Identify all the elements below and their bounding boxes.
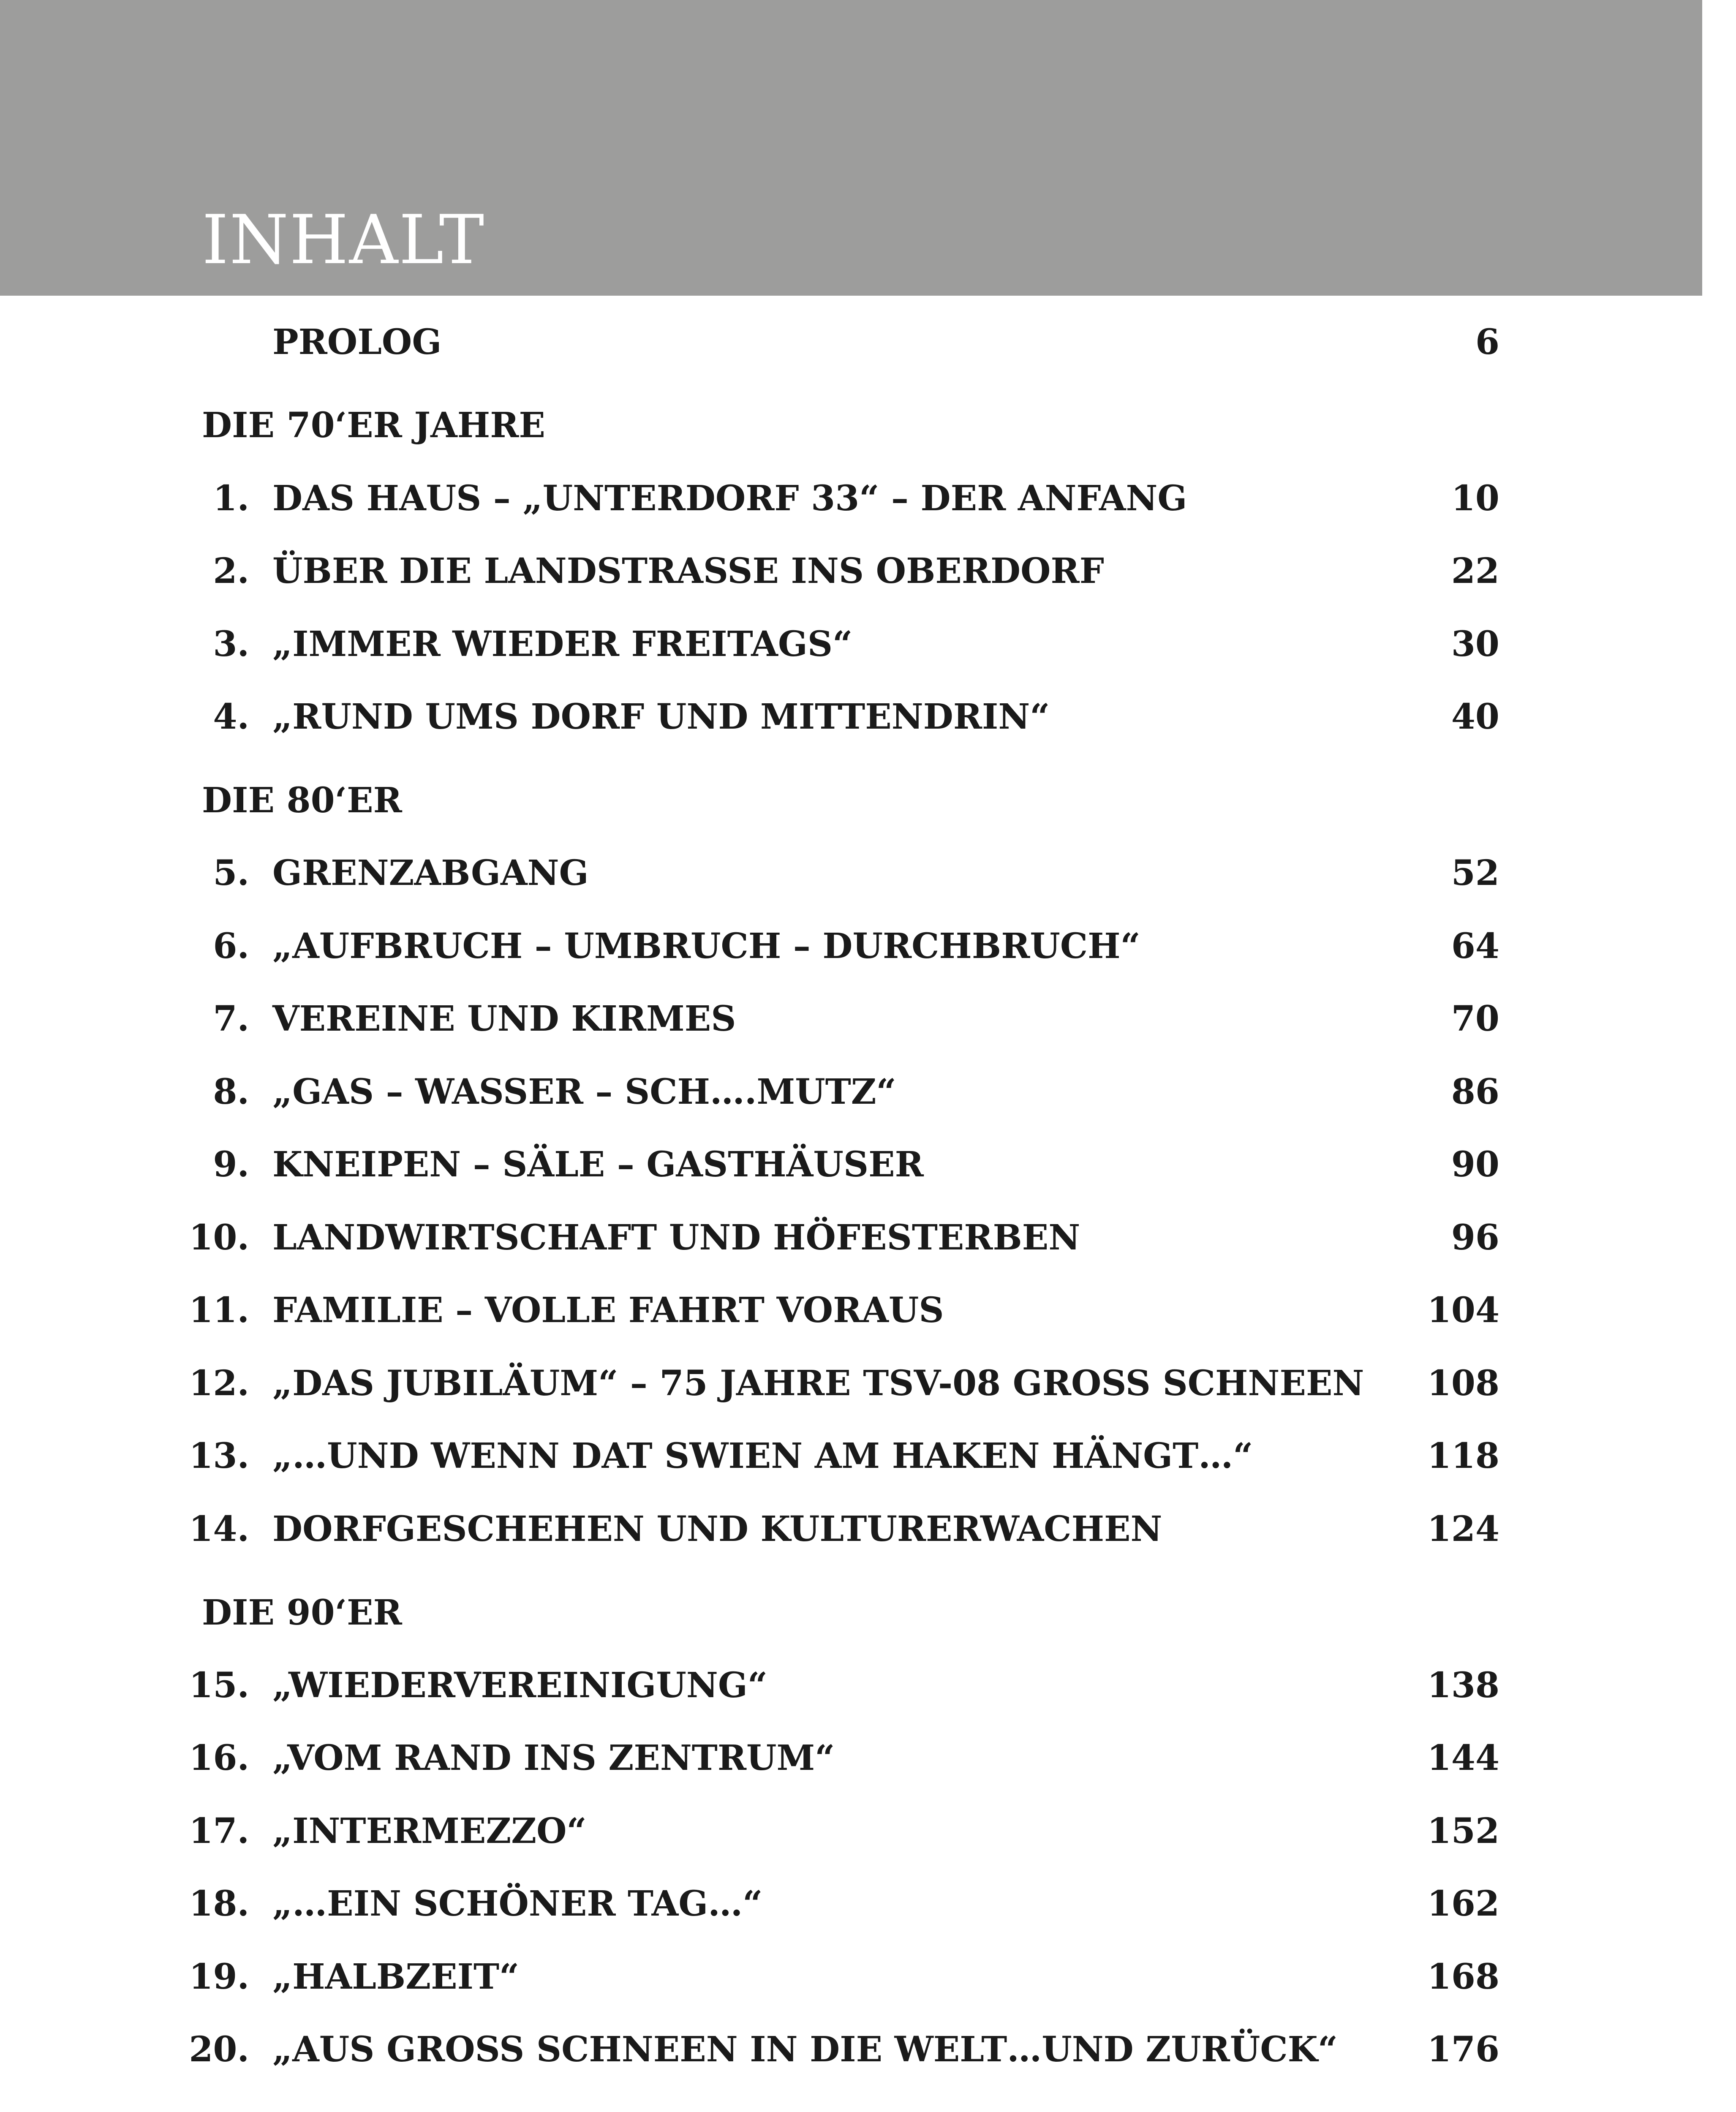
toc-entry-number: 13. bbox=[189, 1436, 249, 1476]
toc-entry-title: DAS HAUS – „UNTERDORF 33“ – DER ANFANG bbox=[272, 478, 1187, 519]
toc-entry-page: 6 bbox=[1475, 322, 1499, 362]
toc-entry-title: ÜBER DIE LANDSTRASSE INS OBERDORF bbox=[272, 551, 1104, 591]
toc-entry-page: 70 bbox=[1451, 999, 1499, 1039]
toc-entry-number: 2. bbox=[213, 551, 249, 591]
toc-entry[interactable] bbox=[0, 1660, 1736, 1711]
toc-entry[interactable] bbox=[0, 1878, 1736, 1929]
toc-entry-title: „DAS JUBILÄUM“ – 75 JAHRE TSV-08 GROSS SCHNEEN bbox=[272, 1363, 1364, 1404]
toc-entry-title: GRENZABGANG bbox=[272, 853, 589, 893]
toc-entry[interactable] bbox=[0, 691, 1736, 742]
toc-entry-title: „IMMER WIEDER FREITAGS“ bbox=[272, 624, 853, 664]
toc-entry-page: 168 bbox=[1427, 1957, 1499, 1997]
toc-entry-title: LANDWIRTSCHAFT UND HÖFESTERBEN bbox=[272, 1217, 1080, 1258]
toc-entry[interactable] bbox=[0, 1358, 1736, 1409]
toc-section-70er bbox=[0, 400, 1736, 451]
toc-entry-page: 138 bbox=[1427, 1665, 1499, 1706]
toc-entry-page: 40 bbox=[1451, 697, 1499, 737]
toc-entry[interactable] bbox=[0, 1733, 1736, 1783]
toc-entry-title: KNEIPEN – SÄLE – GASTHÄUSER bbox=[272, 1144, 924, 1185]
toc-entry-number: 4. bbox=[213, 697, 249, 737]
toc-entry-page: 152 bbox=[1427, 1811, 1499, 1851]
toc-entry-number: 5. bbox=[213, 853, 249, 893]
toc-entry-page: 176 bbox=[1427, 2029, 1499, 2070]
toc-entry-number: 15. bbox=[189, 1665, 249, 1706]
toc-entry-number: 12. bbox=[189, 1363, 249, 1404]
toc-entry-page: 64 bbox=[1451, 926, 1499, 966]
toc-entry-number: 10. bbox=[189, 1217, 249, 1258]
toc-entry-number: 14. bbox=[189, 1509, 249, 1549]
toc-entry-title: DORFGESCHEHEN UND KULTURERWACHEN bbox=[272, 1509, 1162, 1549]
toc-section-80er bbox=[0, 775, 1736, 826]
toc-entry-title: FAMILIE – VOLLE FAHRT VORAUS bbox=[272, 1290, 944, 1331]
toc-entry[interactable] bbox=[0, 1504, 1736, 1554]
toc-entry-number: 7. bbox=[213, 999, 249, 1039]
toc-entry-page: 144 bbox=[1427, 1738, 1499, 1778]
toc-entry-number: 18. bbox=[189, 1883, 249, 1924]
toc-entry-title: „…EIN SCHÖNER TAG…“ bbox=[272, 1883, 763, 1924]
toc-entry-page: 90 bbox=[1451, 1144, 1499, 1185]
toc-entry-number: 1. bbox=[213, 478, 249, 519]
toc-entry[interactable] bbox=[0, 1139, 1736, 1190]
toc-entry-title: „RUND UMS DORF UND MITTENDRIN“ bbox=[272, 697, 1050, 737]
toc-section-heading: DIE 90‘ER bbox=[202, 1592, 402, 1633]
toc-entry-page: 22 bbox=[1451, 551, 1499, 591]
toc-entry[interactable] bbox=[0, 1951, 1736, 2002]
toc-entry[interactable] bbox=[0, 1431, 1736, 1481]
toc-entry[interactable] bbox=[0, 921, 1736, 972]
toc-entry-title: „INTERMEZZO“ bbox=[272, 1811, 587, 1851]
toc-entry-title: PROLOG bbox=[272, 322, 442, 362]
toc-entry-number: 9. bbox=[213, 1144, 249, 1185]
toc-section-90er bbox=[0, 1587, 1736, 1638]
toc-entry-page: 30 bbox=[1451, 624, 1499, 664]
toc-entry-number: 17. bbox=[189, 1811, 249, 1851]
toc-entry[interactable] bbox=[0, 619, 1736, 670]
toc-entry-prolog[interactable] bbox=[0, 317, 1736, 367]
toc-entry[interactable] bbox=[0, 473, 1736, 524]
toc-entry-title: „GAS – WASSER – SCH….MUTZ“ bbox=[272, 1072, 896, 1112]
toc-entry-number: 8. bbox=[213, 1072, 249, 1112]
toc-entry-page: 162 bbox=[1427, 1883, 1499, 1924]
toc-entry-title: „VOM RAND INS ZENTRUM“ bbox=[272, 1738, 835, 1778]
toc-entry-number: 11. bbox=[189, 1290, 249, 1331]
toc-entry-number: 6. bbox=[213, 926, 249, 966]
toc-entry[interactable] bbox=[0, 546, 1736, 596]
toc-section-heading: DIE 70‘ER JAHRE bbox=[202, 405, 545, 446]
toc-entry-number: 20. bbox=[189, 2029, 249, 2070]
toc-entry-title: „…UND WENN DAT SWIEN AM HAKEN HÄNGT…“ bbox=[272, 1436, 1253, 1476]
toc-entry-page: 104 bbox=[1427, 1290, 1499, 1331]
toc-entry-title: „WIEDERVEREINIGUNG“ bbox=[272, 1665, 768, 1706]
toc-entry-page: 96 bbox=[1451, 1217, 1499, 1258]
toc-entry[interactable] bbox=[0, 1212, 1736, 1263]
toc-entry-page: 118 bbox=[1427, 1436, 1499, 1476]
toc-entry-title: „AUS GROSS SCHNEEN IN DIE WELT…UND ZURÜCK“ bbox=[272, 2029, 1338, 2070]
page-title: INHALT bbox=[202, 200, 485, 279]
toc-entry-page: 86 bbox=[1451, 1072, 1499, 1112]
toc-section-heading: DIE 80‘ER bbox=[202, 780, 402, 821]
toc-entry[interactable] bbox=[0, 993, 1736, 1044]
toc-entry-number: 16. bbox=[189, 1738, 249, 1778]
toc-entry-page: 10 bbox=[1451, 478, 1499, 519]
toc-entry[interactable] bbox=[0, 1067, 1736, 1117]
toc-entry-number: 3. bbox=[213, 624, 249, 664]
toc-entry-title: VEREINE UND KIRMES bbox=[272, 999, 736, 1039]
toc-entry-page: 108 bbox=[1427, 1363, 1499, 1404]
toc-entry-title: „HALBZEIT“ bbox=[272, 1957, 520, 1997]
toc-entry-page: 52 bbox=[1451, 853, 1499, 893]
toc-entry[interactable] bbox=[0, 848, 1736, 898]
toc-entry[interactable] bbox=[0, 2024, 1736, 2075]
toc-entry[interactable] bbox=[0, 1285, 1736, 1336]
toc-entry-title: „AUFBRUCH – UMBRUCH – DURCHBRUCH“ bbox=[272, 926, 1140, 966]
toc-entry-page: 124 bbox=[1427, 1509, 1499, 1549]
toc-entry-number: 19. bbox=[189, 1957, 249, 1997]
toc-entry[interactable] bbox=[0, 1806, 1736, 1856]
